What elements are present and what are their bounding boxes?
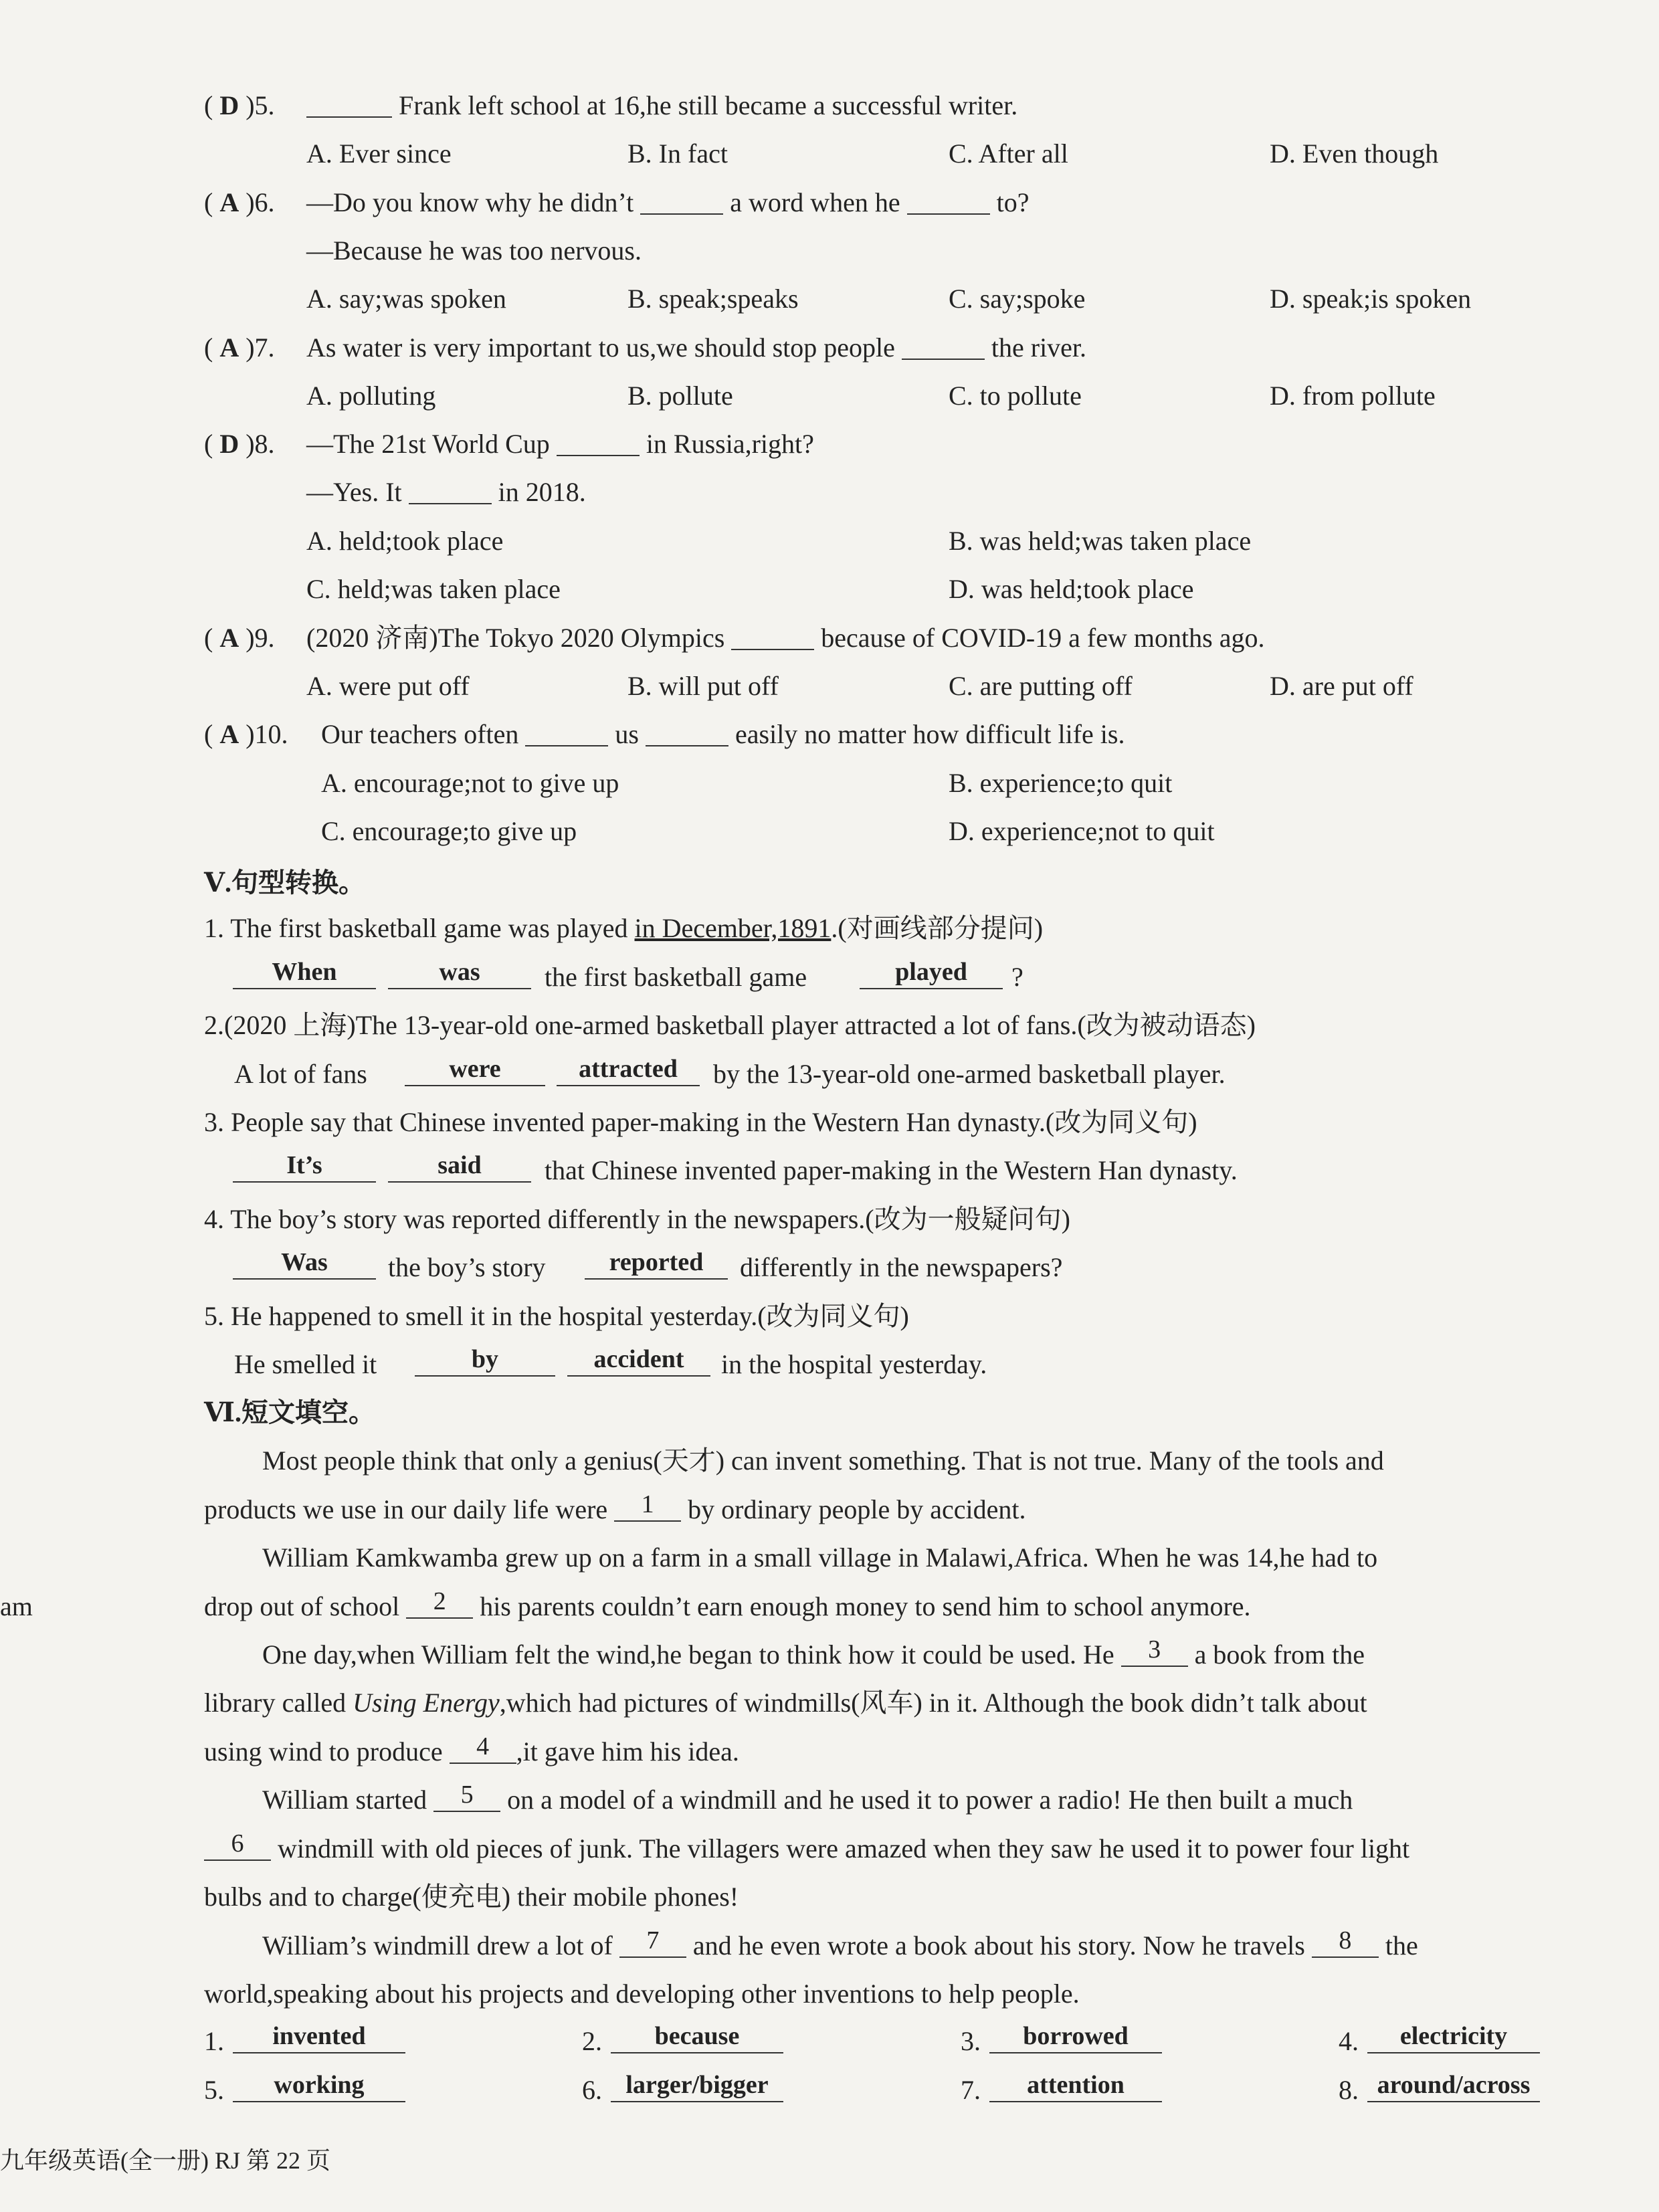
blank	[902, 324, 985, 360]
blank	[646, 710, 728, 746]
answer-text: He smelled it	[234, 1349, 377, 1379]
blank	[557, 420, 640, 456]
answer-blank: were	[405, 1050, 545, 1086]
passage-blank: 8	[1312, 1922, 1379, 1958]
passage-text	[204, 1679, 1367, 1727]
blank	[640, 179, 723, 215]
page-footer: 九年级英语(全一册) RJ 第 22 页	[0, 2147, 330, 2174]
option-c: C. are putting off	[949, 671, 1133, 701]
text-run: a book from the	[1194, 1639, 1365, 1670]
option-b: B. In fact	[627, 138, 728, 169]
answer-blank: because	[611, 2017, 783, 2053]
option-a: A. were put off	[306, 671, 470, 701]
stem-text: a word when he	[730, 187, 900, 217]
passage-line	[0, 1583, 1659, 1631]
passage-text: Most people think that only a genius(天才) can invent something. That is not true. Many of the tools and	[262, 1445, 1384, 1476]
answer-blank: When	[233, 953, 376, 989]
answer-number: 3.	[961, 2026, 981, 2056]
option-a: A. encourage;not to give up	[321, 768, 619, 798]
transform-4-question	[0, 1195, 1659, 1243]
answer-blank: around/across	[1367, 2066, 1540, 2102]
answer-choice: D	[219, 429, 239, 459]
text-run: drop out of school	[204, 1591, 400, 1621]
passage-line	[0, 1728, 1659, 1776]
options-7	[0, 372, 1659, 420]
answer-blank: working	[233, 2066, 405, 2102]
answer-text: in the hospital yesterday.	[721, 1349, 987, 1379]
question-number: 5.	[254, 90, 275, 120]
passage-text	[204, 1728, 739, 1776]
options-8-row2	[0, 565, 1659, 613]
passage-text: William Kamkwamba grew up on a farm in a small village in Malawi,Africa. When he was 14,he had to	[262, 1542, 1378, 1573]
answer-blank: said	[388, 1146, 531, 1183]
text-run: using wind to produce	[204, 1736, 443, 1767]
option-b: B. pollute	[627, 381, 733, 411]
stem-text: —Yes. It	[306, 477, 402, 507]
answer-blank: by	[415, 1340, 555, 1377]
answer-number: 6.	[582, 2075, 602, 2105]
text-run: the	[1385, 1930, 1418, 1960]
passage-line	[0, 1679, 1659, 1727]
answer-number: 5.	[204, 2075, 224, 2105]
passage-blank: 5	[433, 1776, 500, 1812]
answer-text: differently in the newspapers?	[740, 1252, 1063, 1282]
transform-1-question	[0, 904, 1659, 952]
answer-number: 7.	[961, 2075, 981, 2105]
margin-fragment: am	[0, 1591, 33, 1621]
book-title: Using Energy	[353, 1688, 500, 1718]
passage-text	[204, 1825, 1409, 1873]
question-text: 2.(2020 上海)The 13-year-old one-armed basketball player attracted a lot of fans.(改为被动语态)	[204, 1010, 1256, 1040]
answer-blank: Was	[233, 1243, 376, 1280]
passage-line	[0, 1534, 1659, 1582]
passage-line	[0, 1825, 1659, 1873]
answer-bracket: ( D )8.	[204, 429, 275, 459]
options-6	[0, 275, 1659, 323]
question-text: 3. People say that Chinese invented paper-making in the Western Han dynasty.(改为同义句)	[204, 1107, 1197, 1137]
answer-blank: reported	[585, 1243, 728, 1280]
text-run: One day,when William felt the wind,he began to think how it could be used. He	[262, 1639, 1114, 1670]
question-stem	[306, 420, 814, 468]
stem-text: (2020 济南)The Tokyo 2020 Olympics	[306, 623, 725, 653]
option-a: A. polluting	[306, 381, 436, 411]
options-9	[0, 662, 1659, 710]
answer-row-2	[0, 2066, 1659, 2114]
question-stem	[306, 179, 1029, 227]
answer-choice: D	[219, 90, 239, 120]
stem-line2	[306, 468, 586, 516]
question-stem	[306, 324, 1086, 372]
answer-blank: borrowed	[989, 2017, 1162, 2053]
answer-number: 2.	[582, 2026, 602, 2056]
section-title: Ⅴ.句型转换。	[204, 868, 366, 898]
option-c: C. held;was taken place	[306, 574, 561, 604]
transform-2-answer	[0, 1050, 1659, 1098]
stem-text: —Do you know why he didn’t	[306, 187, 634, 217]
passage-blank: 3	[1121, 1631, 1188, 1667]
underlined-phrase: in December,1891	[634, 913, 832, 943]
blank	[731, 614, 814, 650]
options-10-row1	[0, 759, 1659, 807]
option-a: A. say;was spoken	[306, 284, 506, 314]
answer-text: that Chinese invented paper-making in the Western Han dynasty.	[545, 1155, 1238, 1185]
transform-1-answer	[0, 953, 1659, 1001]
option-c: C. After all	[949, 138, 1068, 169]
stem-text: the river.	[991, 332, 1087, 363]
answer-blank: invented	[233, 2017, 405, 2053]
options-5	[0, 130, 1659, 178]
option-c: C. encourage;to give up	[321, 816, 577, 846]
answer-text: A lot of fans	[234, 1059, 367, 1089]
stem-text: because of COVID-19 a few months ago.	[821, 623, 1265, 653]
section-title: Ⅵ.短文填空。	[204, 1397, 375, 1427]
stem-text: in 2018.	[498, 477, 586, 507]
stem-text: to?	[996, 187, 1030, 217]
passage-line	[0, 1776, 1659, 1824]
text-run: ,it gave him his idea.	[516, 1736, 739, 1767]
question-number: 6.	[254, 187, 275, 217]
transform-3-question	[0, 1098, 1659, 1146]
stem-text: —The 21st World Cup	[306, 429, 550, 459]
text-run: products we use in our daily life were	[204, 1494, 608, 1524]
answer-text: the boy’s story	[388, 1252, 546, 1282]
passage-line	[0, 1970, 1659, 2018]
text-run: by ordinary people by accident.	[688, 1494, 1026, 1524]
question-stem	[321, 710, 1125, 759]
passage-text: world,speaking about his projects and developing other inventions to help people.	[204, 1979, 1080, 2009]
passage-line	[0, 1486, 1659, 1534]
transform-2-question	[0, 1001, 1659, 1049]
answer-blank: electricity	[1367, 2017, 1540, 2053]
answer-row-1	[0, 2017, 1659, 2066]
passage-text: bulbs and to charge(使充电) their mobile phones!	[204, 1882, 739, 1912]
blank	[525, 710, 608, 746]
question-8-line2	[0, 468, 1659, 516]
text-run: ,which had pictures of windmills(风车) in it. Although the book didn’t talk about	[499, 1688, 1367, 1718]
question-text: 4. The boy’s story was reported differently in the newspapers.(改为一般疑问句)	[204, 1204, 1070, 1234]
answer-choice: A	[219, 719, 239, 749]
passage-line	[0, 1922, 1659, 1970]
answer-blank: attracted	[557, 1050, 700, 1086]
option-d: D. was held;took place	[949, 574, 1194, 604]
option-b: B. will put off	[627, 671, 779, 701]
blank	[306, 82, 392, 118]
option-d: D. experience;not to quit	[949, 816, 1215, 846]
answer-choice: A	[219, 332, 239, 363]
passage-blank: 4	[450, 1728, 516, 1764]
answer-bracket: ( A )7.	[204, 332, 275, 363]
passage-blank: 7	[619, 1922, 686, 1958]
text-run: William started	[262, 1785, 427, 1815]
stem-text: easily no matter how difficult life is.	[735, 719, 1125, 749]
text-run: his parents couldn’t earn enough money to send him to school anymore.	[480, 1591, 1251, 1621]
question-6-line2	[0, 227, 1659, 275]
option-b: B. experience;to quit	[949, 768, 1173, 798]
section-6-header	[0, 1389, 1659, 1437]
answer-number: 8.	[1339, 2075, 1359, 2105]
answer-bracket: ( A )9.	[204, 623, 275, 653]
question-8	[0, 420, 1659, 468]
transform-5-question	[0, 1292, 1659, 1340]
answer-bracket: ( A )10.	[204, 719, 288, 749]
question-5	[0, 82, 1659, 130]
stem-text: Frank left school at 16,he still became a successful writer.	[392, 90, 1018, 120]
passage-line	[0, 1437, 1659, 1485]
question-9	[0, 614, 1659, 662]
question-number: 7.	[254, 332, 275, 363]
stem-text: —Because he was too nervous.	[306, 235, 642, 266]
answer-number: 4.	[1339, 2026, 1359, 2056]
text-run: and he even wrote a book about his story. Now he travels	[692, 1930, 1305, 1960]
transform-5-answer	[0, 1340, 1659, 1389]
question-number: 10.	[254, 719, 288, 749]
answer-text: the first basketball game	[545, 962, 807, 992]
option-d: D. Even though	[1270, 138, 1439, 169]
answer-text: ?	[1011, 962, 1023, 992]
answer-blank: It’s	[233, 1146, 376, 1183]
option-d: D. from pollute	[1270, 381, 1436, 411]
answer-choice: A	[219, 623, 239, 653]
answer-number: 1.	[204, 2026, 224, 2056]
stem-text: As water is very important to us,we should stop people	[306, 332, 895, 363]
blank	[907, 179, 990, 215]
section-5-header	[0, 859, 1659, 907]
passage-line	[0, 1631, 1659, 1679]
option-d: D. speak;is spoken	[1270, 284, 1472, 314]
q-text: 1. The first basketball game was played	[204, 913, 635, 943]
answer-text: by the 13-year-old one-armed basketball player.	[713, 1059, 1226, 1089]
stem-text: in Russia,right?	[646, 429, 814, 459]
passage-line	[0, 1873, 1659, 1921]
passage-text	[262, 1631, 1365, 1679]
text-run: library called	[204, 1688, 353, 1718]
answer-blank: accident	[567, 1340, 710, 1377]
passage-blank: 6	[204, 1825, 271, 1861]
question-7	[0, 324, 1659, 372]
passage-text	[262, 1776, 1353, 1824]
passage-blank: 2	[406, 1583, 473, 1619]
question-text	[204, 904, 1043, 952]
answer-blank: was	[388, 953, 531, 989]
passage-blank: 1	[614, 1486, 681, 1522]
stem-text: us	[615, 719, 639, 749]
option-c: C. say;spoke	[949, 284, 1086, 314]
question-6	[0, 179, 1659, 227]
option-a: A. Ever since	[306, 138, 452, 169]
question-10	[0, 710, 1659, 759]
blank	[409, 468, 492, 504]
q-text: .(对画线部分提问)	[831, 913, 1044, 943]
passage-text	[262, 1922, 1418, 1970]
question-stem	[306, 82, 1017, 130]
transform-4-answer	[0, 1243, 1659, 1292]
option-a: A. held;took place	[306, 526, 504, 556]
transform-3-answer	[0, 1146, 1659, 1195]
answer-bracket: ( A )6.	[204, 187, 275, 217]
question-text: 5. He happened to smell it in the hospital yesterday.(改为同义句)	[204, 1301, 909, 1331]
passage-text	[204, 1486, 1026, 1534]
question-number: 9.	[254, 623, 275, 653]
option-d: D. are put off	[1270, 671, 1413, 701]
answer-blank: attention	[989, 2066, 1162, 2102]
option-b: B. speak;speaks	[627, 284, 799, 314]
options-8-row1	[0, 517, 1659, 565]
option-c: C. to pollute	[949, 381, 1082, 411]
answer-choice: A	[219, 187, 239, 217]
stem-text: Our teachers often	[321, 719, 519, 749]
text-run: William’s windmill drew a lot of	[262, 1930, 613, 1960]
options-10-row2	[0, 807, 1659, 856]
text-run: on a model of a windmill and he used it to power a radio! He then built a much	[507, 1785, 1353, 1815]
option-b: B. was held;was taken place	[949, 526, 1252, 556]
answer-blank: played	[860, 953, 1003, 989]
question-number: 8.	[254, 429, 275, 459]
passage-text	[204, 1583, 1251, 1631]
text-run: windmill with old pieces of junk. The villagers were amazed when they saw he used it to power four light	[278, 1833, 1410, 1864]
answer-blank: larger/bigger	[611, 2066, 783, 2102]
answer-bracket: ( D )5.	[204, 90, 275, 120]
question-stem	[306, 614, 1264, 662]
